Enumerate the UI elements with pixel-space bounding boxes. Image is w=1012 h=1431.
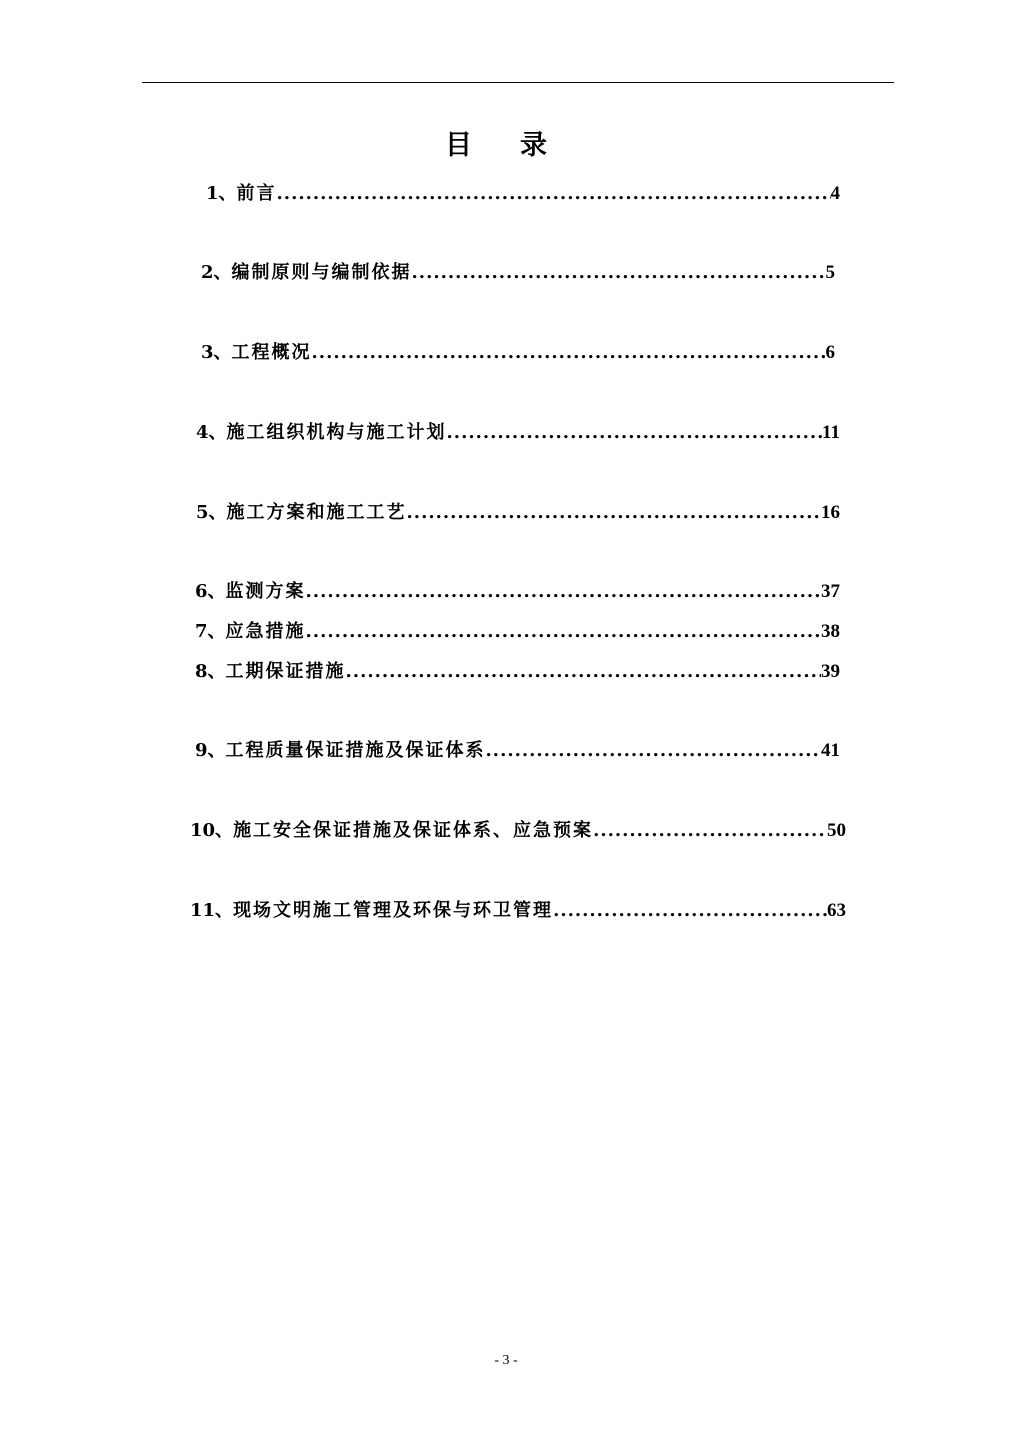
- toc-entry-label: 编制原则与编制依据: [231, 262, 412, 283]
- toc-entry-page: 37: [821, 581, 840, 602]
- toc-entry-label: 监测方案: [225, 581, 306, 602]
- toc-entry-page: 11: [822, 422, 840, 443]
- toc-entry-5[interactable]: [196, 500, 840, 526]
- toc-entry-label: 应急措施: [225, 621, 306, 642]
- toc-entry-2[interactable]: [201, 260, 835, 286]
- toc-entry-3[interactable]: [201, 340, 835, 366]
- toc-entry-page: 50: [827, 820, 846, 841]
- toc-entry-4[interactable]: [196, 420, 840, 446]
- toc-entry-page: 6: [825, 342, 835, 363]
- toc-entry-label: 现场文明施工管理及环保与环卫管理: [233, 900, 554, 921]
- toc-entry-page: 63: [827, 900, 846, 921]
- toc-dot-leader: [277, 181, 831, 207]
- page-number: - 3 -: [494, 1353, 518, 1368]
- toc-entry-10[interactable]: [190, 818, 846, 844]
- toc-entry-label: 工程概况: [231, 342, 312, 363]
- toc-entry-label: 前言: [236, 183, 277, 204]
- toc-dot-leader: [447, 420, 823, 446]
- toc-entry-8[interactable]: [195, 659, 840, 685]
- toc-entry-page: 4: [830, 183, 840, 204]
- toc-entry-number: 7、: [195, 621, 226, 642]
- toc-entry-number: 3、: [201, 342, 232, 363]
- toc-entry-page: 41: [821, 740, 840, 761]
- toc-entry-label: 施工组织机构与施工计划: [226, 422, 447, 443]
- toc-entry-number: 1、: [206, 183, 237, 204]
- toc-entry-number: 11、: [190, 900, 234, 921]
- toc-entry-11[interactable]: [190, 898, 846, 924]
- toc-entry-7[interactable]: [195, 619, 840, 645]
- toc-entry-number: 2、: [201, 262, 232, 283]
- toc-entry-label: 工程质量保证措施及保证体系: [225, 740, 486, 761]
- toc-entry-number: 6、: [195, 581, 226, 602]
- toc-entry-label: 施工安全保证措施及保证体系、应急预案: [233, 820, 594, 841]
- toc-entry-9[interactable]: [195, 738, 840, 764]
- toc-entry-1[interactable]: [206, 181, 840, 207]
- toc-dot-leader: [306, 619, 821, 645]
- toc-entry-number: 8、: [195, 661, 226, 682]
- toc-dot-leader: [407, 500, 821, 526]
- toc-dot-leader: [312, 340, 826, 366]
- toc-entry-number: 4、: [196, 422, 227, 443]
- toc-entry-label: 施工方案和施工工艺: [226, 502, 407, 523]
- toc-dot-leader: [553, 898, 827, 924]
- toc-entry-6[interactable]: [195, 579, 840, 605]
- toc-entry-number: 9、: [195, 740, 226, 761]
- header-rule: [142, 82, 894, 83]
- toc-entry-label: 工期保证措施: [225, 661, 346, 682]
- toc-entry-page: 16: [821, 502, 840, 523]
- toc-dot-leader: [346, 659, 821, 685]
- toc-dot-leader: [412, 260, 826, 286]
- toc-dot-leader: [306, 579, 821, 605]
- toc-entry-number: 5、: [196, 502, 227, 523]
- toc-entry-page: 39: [821, 661, 840, 682]
- toc-entry-page: 38: [821, 621, 840, 642]
- toc-title: 目录: [445, 130, 595, 161]
- toc-entry-page: 5: [825, 262, 835, 283]
- toc-dot-leader: [593, 818, 827, 844]
- toc-entry-number: 10、: [190, 820, 234, 841]
- toc-dot-leader: [486, 738, 821, 764]
